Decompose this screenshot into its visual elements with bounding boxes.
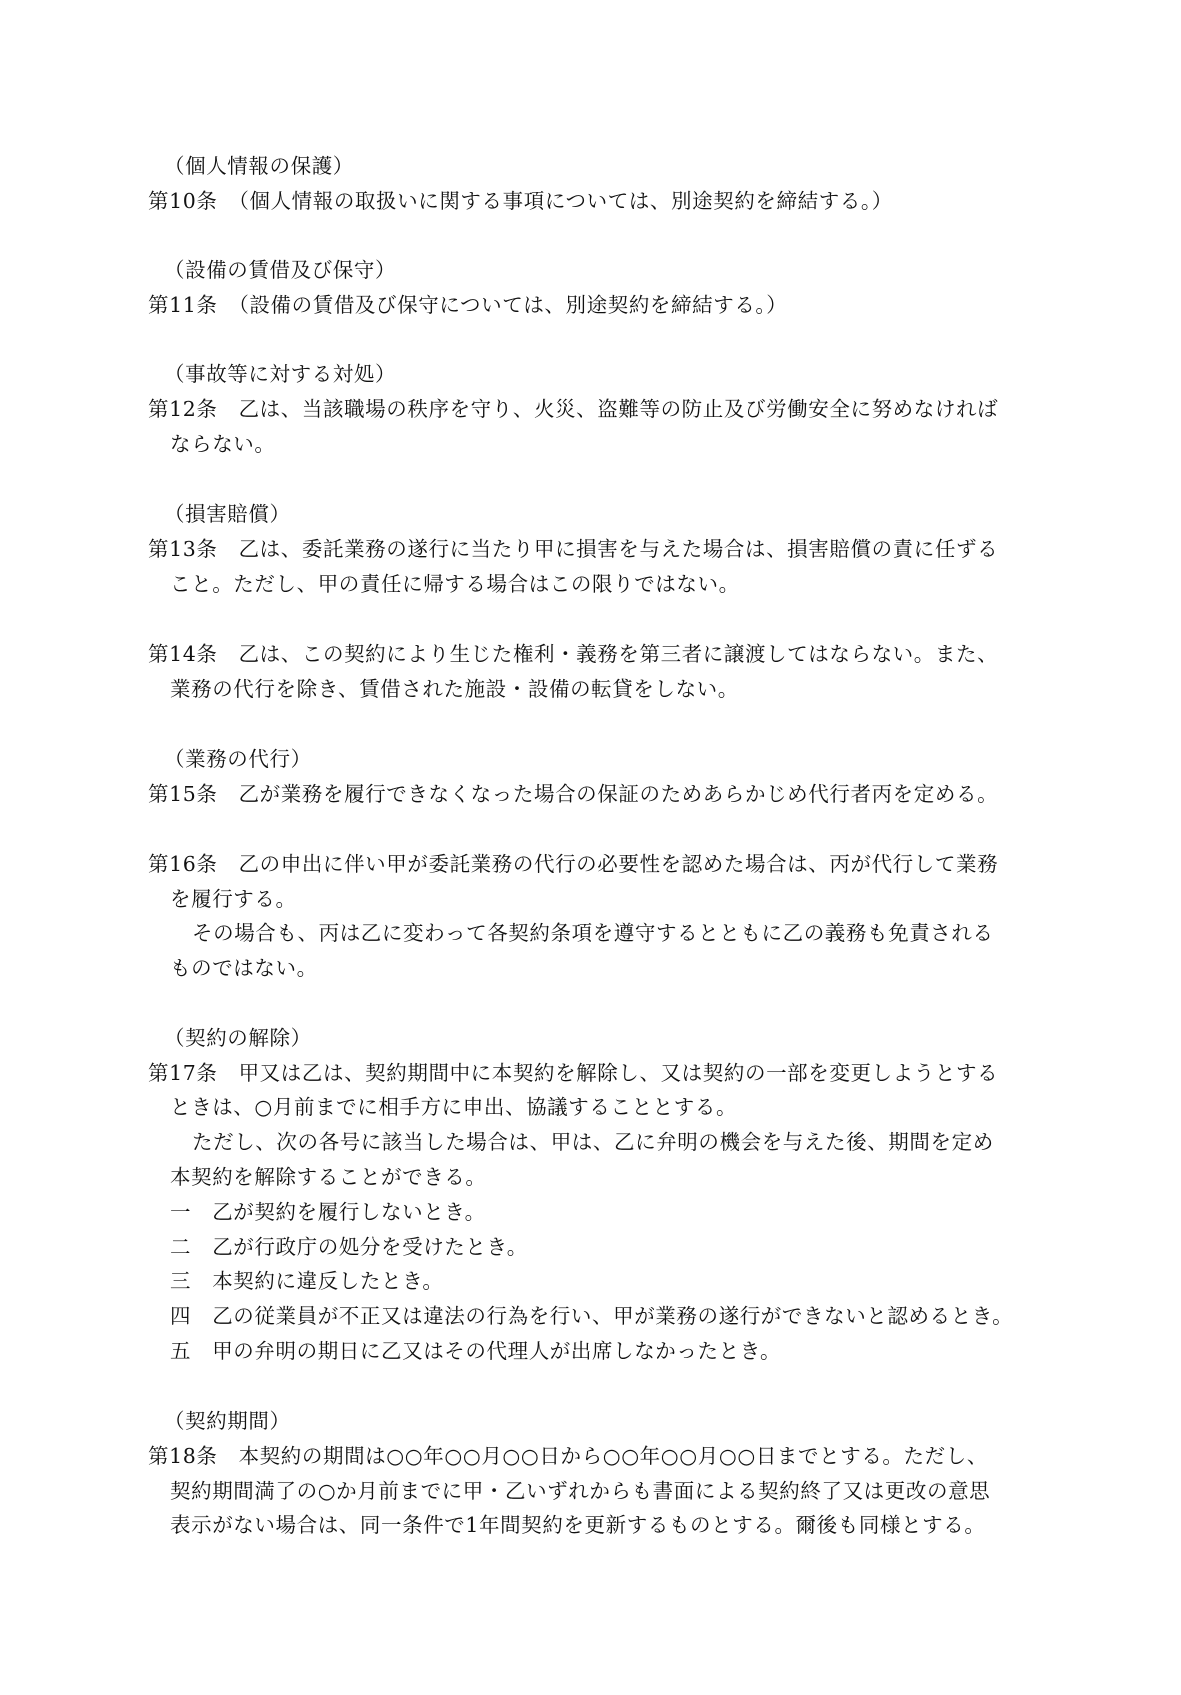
article-10: 第10条 （個人情報の取扱いに関する事項については、別途契約を締結する。） xyxy=(148,189,893,213)
article-17-item-1: 一 乙が契約を履行しないとき。 xyxy=(170,1200,486,1224)
article-18: 第18条 本契約の期間は○○年○○月○○日から○○年○○月○○日までとする。ただし、 xyxy=(148,1444,988,1468)
heading-personal-info: （個人情報の保護） xyxy=(164,154,354,178)
heading-accident-handling: （事故等に対する対処） xyxy=(164,362,397,386)
article-14-continued: 業務の代行を除き、賃借された施設・設備の転貸をしない。 xyxy=(170,677,739,701)
article-13: 第13条 乙は、委託業務の遂行に当たり甲に損害を与えた場合は、損害賠償の責に任ずる xyxy=(148,537,999,561)
article-17-item-3: 三 本契約に違反したとき。 xyxy=(170,1269,444,1293)
article-13-continued: こと。ただし、甲の責任に帰する場合はこの限りではない。 xyxy=(170,572,740,596)
article-12-continued: ならない。 xyxy=(170,432,276,456)
article-14: 第14条 乙は、この契約により生じた権利・義務を第三者に譲渡してはならない。また、 xyxy=(148,642,999,666)
heading-equipment-lease: （設備の賃借及び保守） xyxy=(164,258,397,282)
article-17: 第17条 甲又は乙は、契約期間中に本契約を解除し、又は契約の一部を変更しようとする xyxy=(148,1061,999,1085)
article-12: 第12条 乙は、当該職場の秩序を守り、火災、盗難等の防止及び労働安全に努めなければ xyxy=(148,397,999,421)
article-17-item-4: 四 乙の従業員が不正又は違法の行為を行い、甲が業務の遂行ができないと認めるとき。 xyxy=(170,1304,1014,1328)
article-17-paragraph-2-continued: 本契約を解除することができる。 xyxy=(170,1165,487,1189)
heading-termination: （契約の解除） xyxy=(164,1026,312,1050)
article-17-item-2: 二 乙が行政庁の処分を受けたとき。 xyxy=(170,1235,528,1259)
heading-contract-period: （契約期間） xyxy=(164,1409,291,1433)
article-11: 第11条 （設備の賃借及び保守については、別途契約を締結する。） xyxy=(148,293,788,317)
heading-business-agent: （業務の代行） xyxy=(164,747,312,771)
heading-damages: （損害賠償） xyxy=(164,502,291,526)
article-18-continued-1: 契約期間満了の○か月前までに甲・乙いずれからも書面による契約終了又は更改の意思 xyxy=(170,1479,991,1503)
article-17-item-5: 五 甲の弁明の期日に乙又はその代理人が出席しなかったとき。 xyxy=(170,1339,782,1363)
article-17-continued: ときは、○月前までに相手方に申出、協議することとする。 xyxy=(170,1095,738,1119)
article-16-continued: を履行する。 xyxy=(170,887,297,911)
article-16-paragraph-2-continued: ものではない。 xyxy=(170,956,318,980)
article-16-paragraph-2: その場合も、丙は乙に変わって各契約条項を遵守するとともに乙の義務も免責される xyxy=(192,921,994,945)
article-18-continued-2: 表示がない場合は、同一条件で1年間契約を更新するものとする。爾後も同様とする。 xyxy=(170,1513,986,1537)
article-16: 第16条 乙の申出に伴い甲が委託業務の代行の必要性を認めた場合は、丙が代行して業務 xyxy=(148,852,999,876)
article-17-paragraph-2: ただし、次の各号に該当した場合は、甲は、乙に弁明の機会を与えた後、期間を定め xyxy=(192,1130,994,1154)
article-15: 第15条 乙が業務を履行できなくなった場合の保証のためあらかじめ代行者丙を定める。 xyxy=(148,782,999,806)
